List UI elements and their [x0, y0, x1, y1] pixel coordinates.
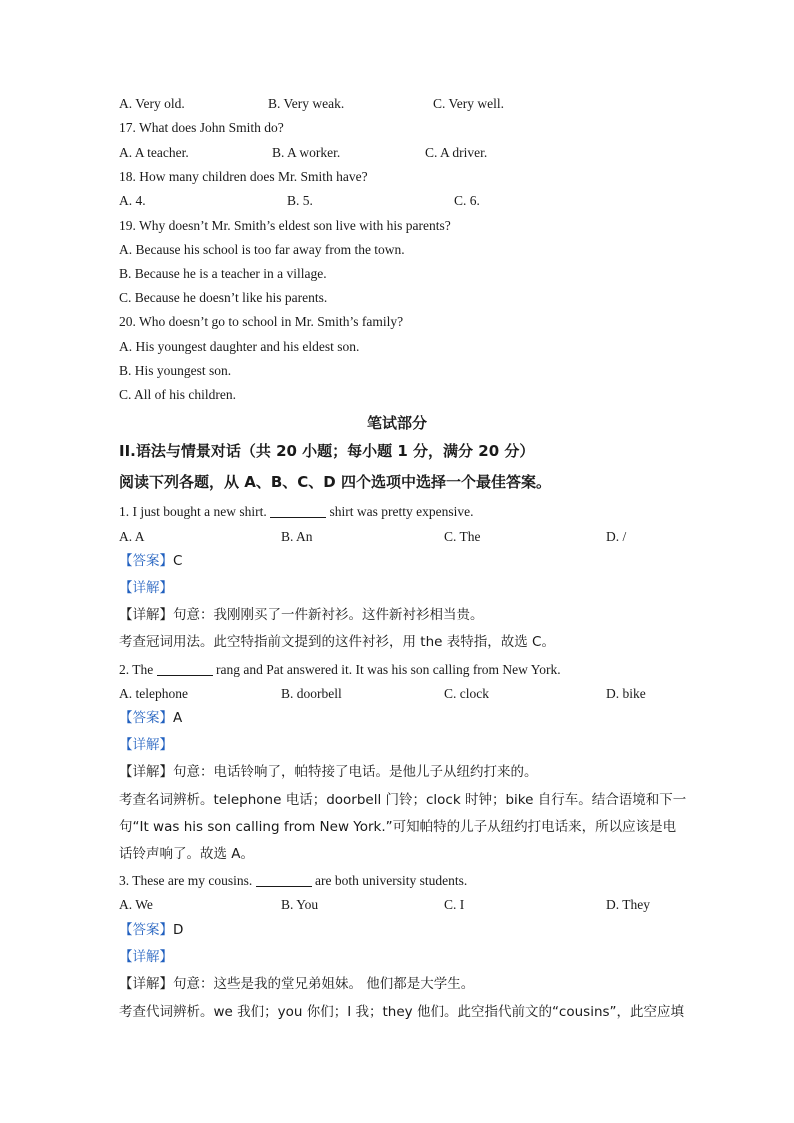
q17-option-c: C. A driver. [425, 145, 488, 160]
p1-blank [270, 505, 326, 518]
p2-blank [157, 663, 213, 676]
q16-option-c: C. Very well. [433, 96, 504, 111]
p1-detail-heading-label: 【详解】 [119, 580, 173, 596]
q18-option-c: C. 6. [454, 193, 480, 208]
p2-detail-label: 【详解】 [119, 764, 173, 780]
q20-option-c: C. All of his children. [119, 387, 236, 402]
p1-detail-heading [119, 580, 173, 596]
section-ii-heading: II.语法与情景对话（共 20 小题；每小题 1 分，满分 20 分） [119, 442, 535, 460]
q16-option-b: B. Very weak. [268, 96, 345, 111]
p2-option-d: D. bike [606, 686, 646, 701]
q17-option-a: A. A teacher. [119, 145, 189, 160]
p3-meaning-text: 句意：这些是我的堂兄弟姐妹。 他们都是大学生。 [173, 976, 475, 992]
p2-answer-value: A [173, 710, 183, 726]
p2-option-b: B. doorbell [281, 686, 342, 701]
q19-stem: 19. Why doesn’t Mr. Smith’s eldest son live with his parents? [119, 218, 451, 233]
p1-stem-start: 1. I just bought a new shirt. [119, 504, 271, 519]
p2-detail-heading [119, 737, 173, 753]
p3-analysis-1: 考查代词辨析。we 我们；you 你们；I 我；they 他们。此空指代前文的“cousins”，此空应填 [119, 1004, 685, 1020]
p2-option-a: A. telephone [119, 686, 188, 701]
p2-detail-heading-label: 【详解】 [119, 737, 173, 753]
p1-answer-label: 【答案】 [119, 553, 173, 569]
p3-detail-label: 【详解】 [119, 976, 173, 992]
p3-answer-label: 【答案】 [119, 922, 173, 938]
p3-option-d: D. They [606, 897, 650, 912]
p3-stem-end: are both university students. [311, 873, 468, 888]
p3-blank [256, 874, 312, 887]
p3-meaning [119, 976, 474, 992]
p3-option-b: B. You [281, 897, 319, 912]
section-instruction: 阅读下列各题，从 A、B、C、D 四个选项中选择一个最佳答案。 [119, 473, 551, 491]
q19-option-b: B. Because he is a teacher in a village. [119, 266, 327, 281]
p2-meaning [119, 764, 538, 780]
q20-option-a: A. His youngest daughter and his eldest son. [119, 339, 360, 354]
p3-stem-start: 3. These are my cousins. [119, 873, 256, 888]
p1-meaning [119, 607, 484, 623]
p1-stem [119, 504, 473, 520]
q20-stem: 20. Who doesn’t go to school in Mr. Smith’s family? [119, 314, 404, 329]
p1-analysis: 考查冠词用法。此空特指前文提到的这件衬衫，用 the 表特指，故选 C。 [119, 634, 555, 650]
p2-stem [119, 662, 561, 678]
q19-option-c: C. Because he doesn’t like his parents. [119, 290, 328, 305]
p3-answer-value: D [173, 922, 184, 938]
p1-answer-value: C [173, 553, 183, 569]
p1-detail-label: 【详解】 [119, 607, 173, 623]
q17-stem: 17. What does John Smith do? [119, 120, 284, 135]
p3-answer [119, 922, 183, 938]
p3-option-a: A. We [119, 897, 153, 912]
p1-meaning-text: 句意：我刚刚买了一件新衬衫。这件新衬衫相当贵。 [173, 607, 484, 623]
p2-stem-end: rang and Pat answered it. It was his son calling from New York. [212, 662, 561, 677]
q18-option-b: B. 5. [287, 193, 313, 208]
p3-stem [119, 873, 467, 889]
p1-option-a: A. A [119, 529, 145, 544]
p3-detail-heading-label: 【详解】 [119, 949, 173, 965]
q20-option-b: B. His youngest son. [119, 363, 232, 378]
p2-stem-start: 2. The [119, 662, 157, 677]
p2-analysis-1: 考查名词辨析。telephone 电话；doorbell 门铃；clock 时钟；bike 自行车。结合语境和下一 [119, 792, 687, 808]
section-written-title: 笔试部分 [366, 414, 427, 432]
q16-option-a: A. Very old. [119, 96, 185, 111]
p2-meaning-text: 句意：电话铃响了，帕特接了电话。是他儿子从纽约打来的。 [173, 764, 538, 780]
p2-analysis-3: 话铃声响了。故选 A。 [119, 846, 255, 862]
q17-option-b: B. A worker. [272, 145, 341, 160]
p2-answer [119, 710, 182, 726]
p3-detail-heading [119, 949, 173, 965]
p1-answer [119, 553, 182, 569]
p2-answer-label: 【答案】 [119, 710, 173, 726]
q18-option-a: A. 4. [119, 193, 146, 208]
p2-option-c: C. clock [444, 686, 489, 701]
p1-option-b: B. An [281, 529, 313, 544]
p1-option-d: D. / [606, 529, 627, 544]
q18-stem: 18. How many children does Mr. Smith have? [119, 169, 368, 184]
p2-analysis-2: 句“It was his son calling from New York.”可知帕特的儿子从纽约打电话来，所以应该是电 [119, 819, 677, 835]
p1-option-c: C. The [444, 529, 481, 544]
q19-option-a: A. Because his school is too far away from the town. [119, 242, 405, 257]
p3-option-c: C. I [444, 897, 465, 912]
p1-stem-end: shirt was pretty expensive. [326, 504, 474, 519]
